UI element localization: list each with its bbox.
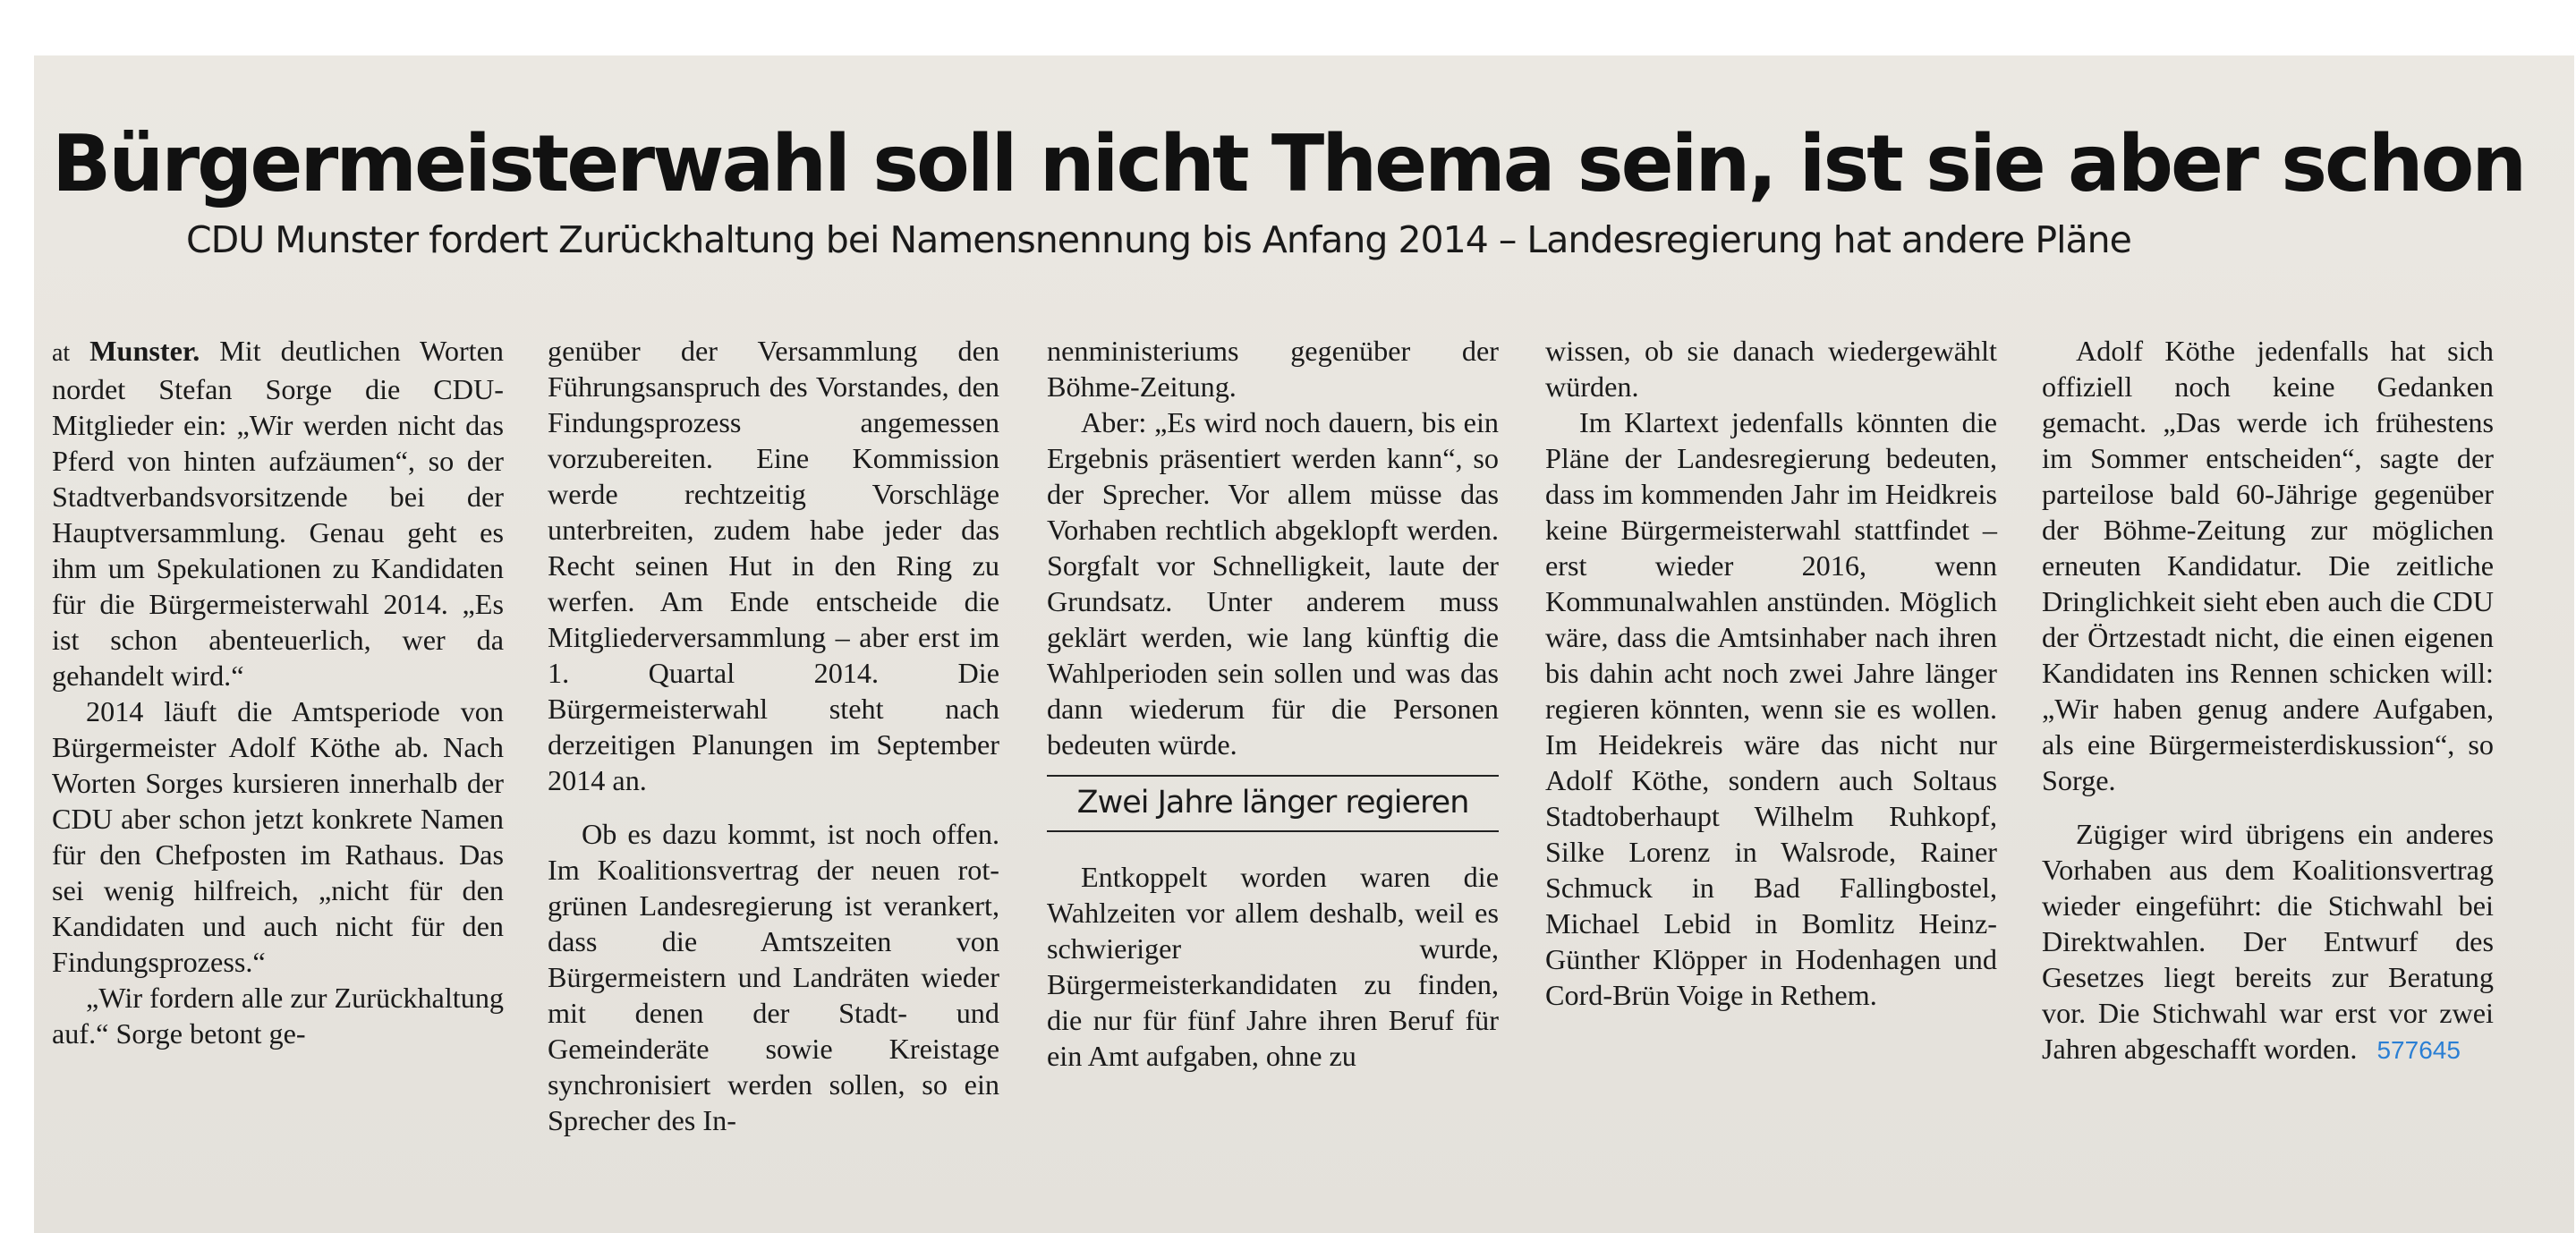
paragraph: Im Klartext jedenfalls könnten die Pläne der Landesregierung bedeuten, dass im kommenden Jahr im Heidkreis keine Bürgermeisterwahl stattfindet – erst wieder 2016, wenn Kommunalwahlen anstünden. Möglich wäre, dass die Amtsinhaber nach ihren bis dahin acht noch zwei Jahre länger regieren könnten, wenn sie es wollen. Im Heidekreis wäre das nicht nur Adolf Köthe, sondern auch Soltaus Stadtoberhaupt Wilhelm Ruhkopf, Silke Lorenz in Walsrode, Rainer Schmuck in Bad Fallingbostel, Michael Lebid in Bomlitz Heinz-Günther Klöpper in Hodenhagen und Cord-Brün Voige in Rethem.	[1545, 406, 1997, 1011]
paragraph-text: Mit deutlichen Worten nordet Stefan Sorge die CDU-Mitglieder ein: „Wir werden nicht das Pferd von hinten aufzäumen“, so der Stadtverbandsvorsitzende bei der Hauptversammlung. Genau geht es ihm um Spekulationen zu Kandidaten für die Bürgermeisterwahl 2014. „Es ist schon abenteuerlich, wer da gehandelt wird.“	[52, 335, 504, 692]
article-column-2	[548, 333, 999, 1138]
author-tag: at	[52, 339, 71, 367]
article-column-3	[1047, 333, 1499, 1074]
paragraph: Entkoppelt worden waren die Wahlzeiten vor allem deshalb, weil es schwieriger wurde, Bürgermeisterkandidaten zu finden, die nur für fünf Jahre ihren Beruf für ein Amt aufgaben, ohne zu	[1047, 861, 1499, 1072]
subheadline: CDU Munster fordert Zurückhaltung bei Namensnennung bis Anfang 2014 – Landesregierung hat andere Pläne	[186, 218, 2131, 261]
paragraph-text: Zügiger wird übrigens ein anderes Vorhaben aus dem Koalitionsvertrag wieder eingeführt: die Stichwahl bei Direktwahlen. Der Entwurf des Gesetzes liegt bereits zur Beratung vor. Die Stichwahl war erst vor zwei Jahren abgeschafft worden.	[2042, 818, 2494, 1065]
paragraph: „Wir fordern alle zur Zurückhaltung auf.“ Sorge betont ge-	[52, 982, 505, 1050]
paragraph: nenministeriums gegenüber der Böhme-Zeitung.	[1047, 335, 1499, 403]
paragraph: wissen, ob sie danach wiedergewählt würden.	[1545, 335, 1997, 403]
article-code: 577645	[2376, 1036, 2461, 1064]
dateline: Munster.	[89, 335, 200, 367]
paragraph: 2014 läuft die Amtsperiode von Bürgermeister Adolf Köthe ab. Nach Worten Sorges kursieren innerhalb der CDU aber schon jetzt konkrete Namen für den Chefposten im Rathaus. Das sei wenig hilfreich, „nicht für den Kandidaten und auch nicht für den Findungsprozess.“	[52, 695, 504, 978]
section-subtitle: Zwei Jahre länger regieren	[1047, 775, 1499, 832]
article-column-5	[2042, 333, 2494, 1068]
article-column-1	[52, 333, 504, 1051]
paragraph: genüber der Versammlung den Führungsanspruch des Vorstandes, den Findungsprozess angemessen vorzubereiten. Eine Kommission werde rechtzeitig Vorschläge unterbreiten, zudem habe jeder das Recht seinen Hut in den Ring zu werfen. Am Ende entscheide die Mitgliederversammlung – aber erst im 1. Quartal 2014. Die Bürgermeisterwahl steht nach derzeitigen Planungen im September 2014 an.	[548, 335, 999, 796]
article-column-4	[1545, 333, 1997, 1013]
paragraph	[2042, 816, 2494, 1068]
paragraph: Aber: „Es wird noch dauern, bis ein Ergebnis präsentiert werden kann“, so der Sprecher. Vor allem müsse das Vorhaben rechtlich abgeklopft werden. Sorgfalt vor Schnelligkeit, laute der Grundsatz. Unter anderem muss geklärt werden, wie lang künftig die Wahlperioden sein sollen und was das dann wiederum für die Personen bedeuten würde.	[1047, 406, 1499, 761]
paragraph	[52, 333, 504, 693]
paragraph: Ob es dazu kommt, ist noch offen. Im Koalitionsvertrag der neuen rot-grünen Landesregierung ist verankert, dass die Amtszeiten von Bürgermeistern und Landräten wieder mit denen der Stadt- und Gemeinderäte sowie Kreistage synchronisiert werden sollen, so ein Sprecher des In-	[548, 818, 999, 1136]
headline: Bürgermeisterwahl soll nicht Thema sein, ist sie aber schon	[52, 118, 2525, 210]
paragraph: Adolf Köthe jedenfalls hat sich offiziell noch keine Gedanken gemacht. „Das werde ich frühestens im Sommer entscheiden“, sagte der parteilose bald 60-Jährige gegenüber der Böhme-Zeitung zur möglichen erneuten Kandidatur. Die zeitliche Dringlichkeit sieht eben auch die CDU der Örtzestadt nicht, die einen eigenen Kandidaten ins Rennen schicken will: „Wir haben genug andere Aufgaben, als eine Bürgermeisterdiskussion“, so Sorge.	[2042, 335, 2494, 796]
